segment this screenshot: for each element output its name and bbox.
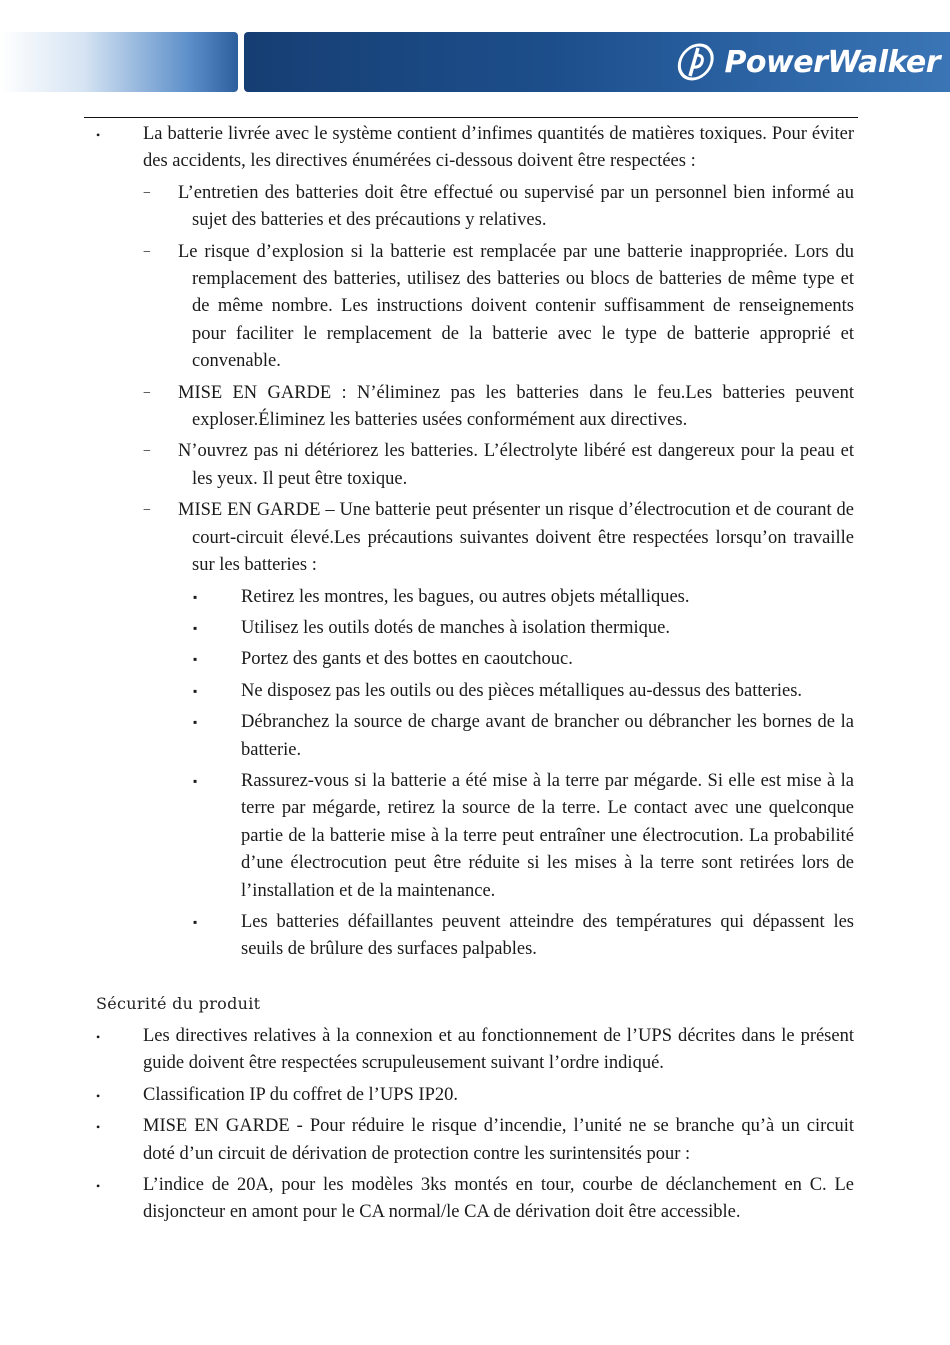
dash-marker: − <box>143 503 151 519</box>
battery-point-text: L’entretien des batteries doit être effectué ou supervisé par un personnel bien informé au sujet des batteries et des précautions y relatives. <box>178 182 854 231</box>
square-bullet-icon: ▪ <box>193 589 198 604</box>
brand-name: PowerWalker <box>724 44 940 80</box>
precaution-text: Retirez les montres, les bagues, ou autres objets métalliques. <box>241 586 690 607</box>
precaution-text: Rassurez-vous si la batterie a été mise à la terre par mégarde. Si elle est mise à la terre par mégarde, retirez la source de la terre. Le contact avec une quelconque partie de la batterie mise à la terre peut entraîner une électrocution. La probabilité d’une électrocution peut être réduite si les mises à la terre sont retirées lors de l’installation et de la maintenance. <box>241 770 854 901</box>
precaution-text: Les batteries défaillantes peuvent atteindre des températures qui dépassent les seuils de brûlure des surfaces palpables. <box>241 911 854 960</box>
brand-logo <box>676 42 940 82</box>
list-item <box>0 678 950 705</box>
square-bullet-icon: ▪ <box>193 620 198 635</box>
precaution-text: Portez des gants et des bottes en caoutchouc. <box>241 649 573 670</box>
list-item <box>0 121 950 176</box>
battery-point-text: Le risque d’explosion si la batterie est remplacée par une batterie inappropriée. Lors du remplacement des batteries, utilisez des batteries ou blocs de batteries de même type et de même nombre. Les instructions doivent contenir suffisamment de renseignements pour faciliter le remplacement de la batterie avec le type de batterie approprié et convenable. <box>178 241 854 372</box>
dash-marker: − <box>143 444 151 460</box>
bullet-marker: • <box>96 1088 101 1103</box>
header-divider <box>84 117 858 118</box>
precaution-text: Ne disposez pas les outils ou des pièces métalliques au-dessus des batteries. <box>241 680 803 701</box>
list-item <box>0 1172 950 1227</box>
list-item <box>0 909 950 964</box>
product-safety-text: Classification IP du coffret de l’UPS IP20. <box>143 1084 458 1105</box>
list-item <box>0 768 950 905</box>
list-item <box>0 584 950 611</box>
product-safety-text: MISE EN GARDE - Pour réduire le risque d’incendie, l’unité ne se branche qu’à un circuit doté d’un circuit de dérivation de protection contre les surintensités pour : <box>143 1116 854 1164</box>
dash-marker: − <box>143 185 151 201</box>
dash-marker: − <box>143 244 151 260</box>
product-safety-text: L’indice de 20A, pour les modèles 3ks montés en tour, courbe de déclanchement en C. Le disjoncteur en amont pour le CA normal/le CA de dérivation doit être accessible. <box>143 1175 854 1223</box>
list-item <box>0 180 950 235</box>
bullet-marker: • <box>96 1120 101 1135</box>
section-title-product-safety: Sécurité du produit <box>96 994 261 1013</box>
list-item <box>0 380 950 435</box>
dash-marker: − <box>143 385 151 401</box>
list-item <box>0 1113 950 1168</box>
product-safety-list <box>0 1023 950 1231</box>
product-safety-text: Les directives relatives à la connexion et au fonctionnement de l’UPS décrites dans le présent guide doivent être respectées scrupuleusement suivant l’ordre indiqué. <box>143 1026 854 1074</box>
powerwalker-logo-icon <box>676 42 716 82</box>
battery-point-text: MISE EN GARDE : N’éliminez pas les batteries dans le feu.Les batteries peuvent exploser.Éliminez les batteries usées conformément aux directives. <box>178 382 854 431</box>
page-header <box>0 32 950 92</box>
bullet-marker: • <box>96 1179 101 1194</box>
header-left-band <box>0 32 238 92</box>
square-bullet-icon: ▪ <box>193 773 198 788</box>
list-item <box>0 438 950 493</box>
list-item <box>0 615 950 642</box>
square-bullet-icon: ▪ <box>193 683 198 698</box>
battery-point-text: N’ouvrez pas ni détériorez les batteries. L’électrolyte libéré est dangereux pour la peau et les yeux. Il peut être toxique. <box>178 441 854 489</box>
list-item <box>0 646 950 673</box>
square-bullet-icon: ▪ <box>193 715 198 730</box>
bullet-marker: • <box>96 1030 101 1044</box>
precaution-text: Utilisez les outils dotés de manches à isolation thermique. <box>241 617 671 638</box>
list-item <box>0 1082 950 1109</box>
precaution-text: Débranchez la source de charge avant de brancher ou débrancher les bornes de la batterie. <box>241 712 854 760</box>
square-bullet-icon: ▪ <box>193 652 198 667</box>
list-item <box>0 709 950 764</box>
list-item <box>0 1023 950 1078</box>
square-bullet-icon: ▪ <box>193 914 198 929</box>
battery-intro-text: La batterie livrée avec le système contient d’infimes quantités de matières toxiques. Pour éviter des accidents, les directives énumérées ci-dessous doivent être respectées : <box>143 124 854 172</box>
bullet-marker: • <box>96 128 101 142</box>
list-item <box>0 239 950 376</box>
battery-point-text: MISE EN GARDE – Une batterie peut présenter un risque d’électrocution et de courant de court-circuit élevé.Les précautions suivantes doivent être respectées lorsqu’on travaille sur les batteries : <box>178 500 854 576</box>
list-item <box>0 497 950 579</box>
battery-safety-list <box>0 121 950 968</box>
